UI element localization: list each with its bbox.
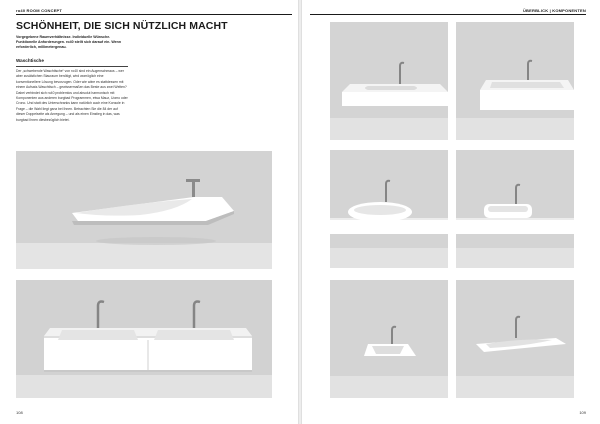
- running-head-right: ÜBERBLICK | KOMPONENTEN: [522, 8, 586, 13]
- photo-small-basin: [330, 280, 448, 398]
- right-page: [302, 0, 600, 424]
- running-head-left: ro40 ROOM CONCEPT: [16, 8, 63, 13]
- photo-square-bowl: [456, 150, 574, 268]
- header-rule-right: [310, 14, 586, 15]
- header-rule-left: [16, 14, 292, 15]
- photo-double-washbasin: [16, 280, 272, 398]
- photo-wide-basin: [456, 280, 574, 398]
- photo-floating-washbasin: [16, 151, 272, 269]
- page-title: SCHÖNHEIT, DIE SICH NÜTZLICH MACHT: [16, 20, 228, 32]
- photo-oval-bowl: [330, 150, 448, 268]
- page-number-left: 108: [16, 410, 23, 415]
- intro-text: Vorgegebene Raumverhältnisse. Individuelle Wünsche. Funktionelle Anforderungen. ro40 stellt sich darauf ein. Wenn erforderlich, millimetergenau.: [16, 35, 122, 49]
- section-rule: [16, 66, 128, 67]
- photo-rectangular-washbasin: [456, 22, 574, 140]
- page-number-right: 109: [579, 410, 586, 415]
- section-heading: Waschtische: [16, 58, 44, 63]
- body-text: Der „schwebende Waschtische“ von ro40 sind ein Augenschmaus – wer aber zusätzlichen Stauraum benötigt, wird womöglich eine konventionellere Lösung bevorzugen. Oder wie wäre es stattdessen mit einem Aufsatz-Waschtisch – gewissermaßen das Beste aus zwei Welten? Dabei verbindet sich ro40 problemlos und absolut harmonisch mit Komponenten aus anderen burgbad Programmen, etwa Mauz, Uomo oder Crono. Und statt des Unterschranks kann natürlich auch eine Konsole in Frage – die Wahl liegt ganz bei Ihnen. Betrachten Sie die 84 der auf dieser Doppelseite als Anregung – und als einen Einstieg in das, was burgbad Ihnen diesbezüglich bietet.: [16, 69, 128, 122]
- photo-slim-washbasin: [330, 22, 448, 140]
- left-page: [0, 0, 298, 424]
